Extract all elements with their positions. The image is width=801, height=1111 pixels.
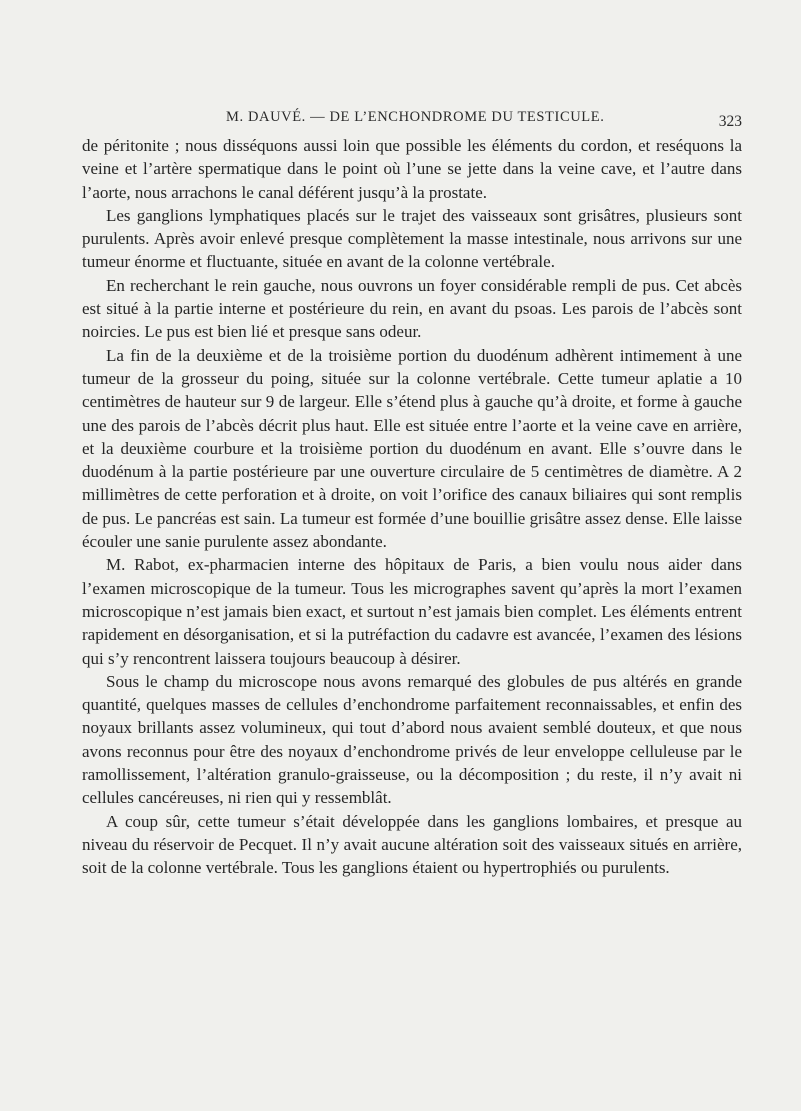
running-head: M. DAUVÉ. — DE L’ENCHONDROME DU TESTICULE. — [226, 109, 605, 125]
paragraph-3: En recherchant le rein gauche, nous ouvrons un foyer considérable rempli de pus. Cet abcès est situé à la partie interne et postérieure du rein, en avant du psoas. Les parois de l’abcès sont noircies. Le pus est bien lié et presque sans odeur. — [82, 275, 742, 342]
paragraph-7: A coup sûr, cette tumeur s’était développée dans les ganglions lombaires, et presque au niveau du réservoir de Pecquet. Il n’y avait aucune altération soit des vaisseaux situés en arrière, soit de la colonne vertébrale. Tous les ganglions étaient ou hypertrophiés ou purulents. — [82, 811, 742, 878]
paragraph-4: La fin de la deuxième et de la troisième portion du duodénum adhèrent intimement à une tumeur de la grosseur du poing, située sur la colonne vertébrale. Cette tumeur aplatie a 10 centimètres de hauteur sur 9 de largeur. Elle s’étend plus à gauche qu’à droite, et forme à gauche une des parois de l’abcès décrit plus haut. Elle est située entre l’aorte et la veine cave en arrière, et la deuxième courbure et la troisième portion du duodénum en avant. Elle s’ouvre dans le duodénum à la partie postérieure par une ouverture circulaire de 5 centimètres de diamètre. A 2 millimètres de cette perforation et à droite, on voit l’orifice des canaux biliaires qui sont remplis de pus. Le pancréas est sain. La tumeur est formée d’une bouillie grisâtre assez dense. Elle laisse écouler une sanie purulente assez abondante. — [82, 345, 742, 552]
body-text — [82, 134, 742, 880]
page-header — [82, 104, 742, 130]
paragraph-2: Les ganglions lymphatiques placés sur le trajet des vaisseaux sont grisâtres, plusieurs sont purulents. Après avoir enlevé presque complètement la masse intestinale, nous arrivons sur une tumeur énorme et fluctuante, située en avant de la colonne vertébrale. — [82, 205, 742, 272]
paragraph-1: de péritonite ; nous disséquons aussi loin que possible les éléments du cordon, et reséquons la veine et l’artère spermatique dans le point où l’une se jette dans la veine cave, et l’autre dans l’aorte, nous arrachons le canal déférent jusqu’à la prostate. — [82, 136, 742, 202]
page-number: 323 — [718, 113, 742, 130]
paragraph-5: M. Rabot, ex-pharmacien interne des hôpitaux de Paris, a bien voulu nous aider dans l’examen microscopique de la tumeur. Tous les micrographes savent qu’après la mort l’examen microscopique n’est jamais bien exact, et surtout n’est jamais bien complet. Les éléments entrent rapidement en désorganisation, et si la putréfaction du cadavre est avancée, l’examen des lésions qui s’y rencontrent laissera toujours beaucoup à désirer. — [82, 555, 742, 668]
paragraph-6: Sous le champ du microscope nous avons remarqué des globules de pus altérés en grande quantité, quelques masses de cellules d’enchondrome parfaitement reconnaissables, et enfin des noyaux brillants assez volumineux, qui tout d’abord nous avaient semblé douteux, et que nous avons reconnus pour être des noyaux d’enchondrome privés de leur enveloppe celluleuse par le ramollissement, l’altération granulo-graisseuse, ou la décomposition ; du reste, il n’y avait ni cellules cancéreuses, ni rien qui y ressemblât. — [82, 671, 742, 808]
